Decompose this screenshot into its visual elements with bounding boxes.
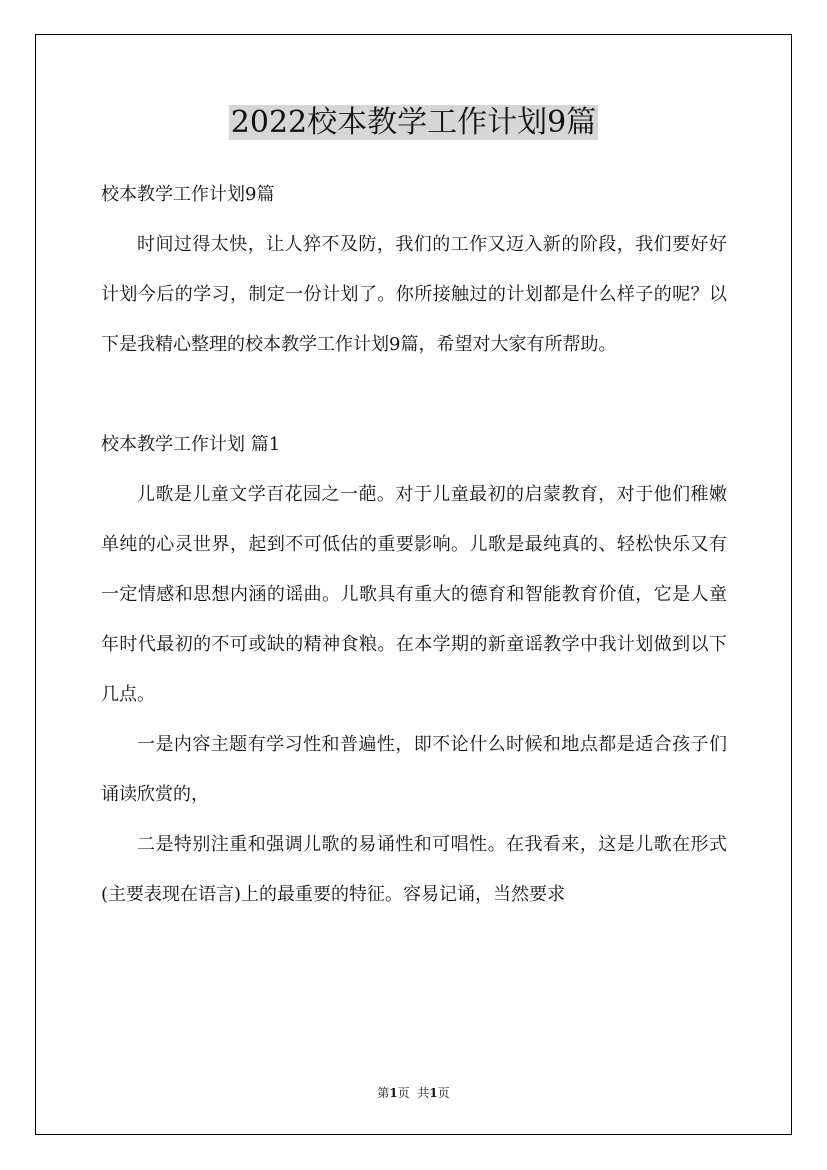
document-title-text: 2022校本教学工作计划9篇 [230, 105, 597, 140]
section-1-heading: 校本教学工作计划 篇1 [101, 434, 281, 455]
footer-mid: 页 共 [397, 1086, 430, 1100]
footer-prefix: 第 [377, 1086, 390, 1100]
section-1-paragraph-2: 一是内容主题有学习性和普遍性，即不论什么时候和地点都是适合孩子们诵读欣赏的， [101, 734, 727, 805]
section-1-paragraph-1: 儿歌是儿童文学百花园之一葩。对于儿童最初的启蒙教育，对于他们稚嫩单纯的心灵世界，起到不可低估的重要影响。儿歌是最纯真的、轻松快乐又有一定情感和思想内涵的谣曲。儿歌具有重大的德育和智能教育价值，它是人童年时代最初的不可或缺的精神食粮。在本学期的新童谣教学中我计划做到以下几点。 [101, 484, 727, 705]
document-title [0, 100, 827, 146]
intro-paragraph: 时间过得太快，让人猝不及防，我们的工作又迈入新的阶段，我们要好好计划今后的学习，制定一份计划了。你所接触过的计划都是什么样子的呢？以下是我精心整理的校本教学工作计划9篇，希望对大家有所帮助。 [101, 234, 727, 355]
section-spacer [101, 370, 727, 420]
footer-total-pages: 1 [429, 1086, 438, 1100]
section-1-paragraph-3: 二是特别注重和强调儿歌的易诵性和可唱性。在我看来，这是儿歌在形式(主要表现在语言)上的最重要的特征。容易记诵，当然要求 [101, 834, 727, 905]
footer-current-page: 1 [389, 1086, 398, 1100]
document-body [101, 170, 727, 920]
page-footer [0, 1084, 827, 1102]
document-subtitle: 校本教学工作计划9篇 [101, 184, 275, 205]
footer-suffix: 页 [437, 1086, 450, 1100]
